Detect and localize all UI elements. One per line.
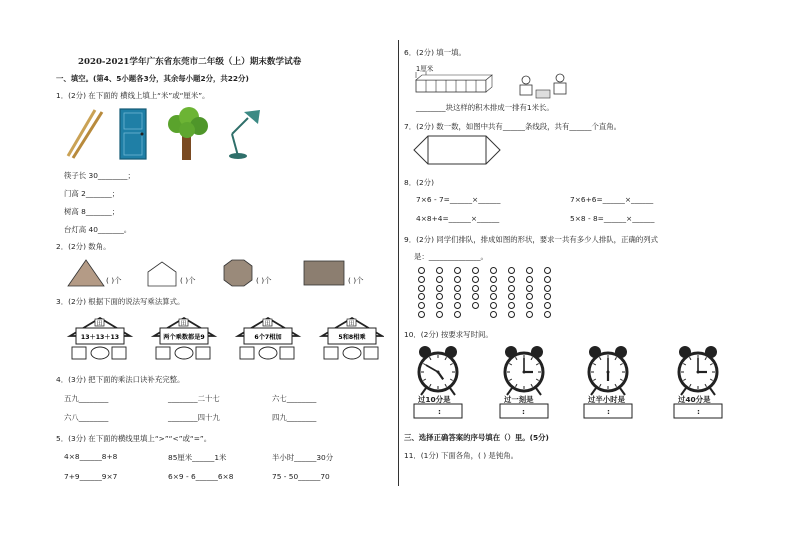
unit-blocks-icon — [416, 72, 492, 92]
house-roof-char: 田 — [348, 321, 355, 327]
q5-stem: 5．(3分) 在下面的横线里填上“>”“<”或“=”。 — [56, 434, 212, 443]
q2-stem: 2．(2分) 数角。 — [56, 242, 111, 251]
dot — [508, 311, 515, 318]
house-label: 6个7相加 — [254, 334, 282, 341]
dot — [526, 267, 533, 274]
dot — [472, 285, 479, 292]
q11-stem: 11．(1分) 下面各角，( ) 是钝角。 — [404, 451, 518, 460]
q4-item: 六七________ — [272, 394, 317, 403]
dot — [544, 285, 551, 292]
pentagon-shape — [148, 262, 176, 286]
section-three-header: 三、选择正确答案的序号填在（）里。(5分) — [404, 433, 549, 442]
dot — [418, 311, 425, 318]
dot — [526, 285, 533, 292]
dot — [472, 276, 479, 283]
dot — [418, 276, 425, 283]
q1-item: 台灯高 40_______。 — [64, 225, 132, 234]
q10-clocks — [404, 342, 734, 422]
dot — [544, 293, 551, 300]
chopsticks-icon — [68, 110, 102, 158]
dot — [490, 285, 497, 292]
q1-item: 门高 2_______； — [64, 189, 120, 198]
q2-blank: ( )个 — [348, 276, 364, 285]
dot — [436, 285, 443, 292]
door-icon — [120, 109, 146, 159]
q4-item: 五九________ — [64, 394, 109, 403]
q7-stem: 7．(2分) 数一数，如图中共有______条线段，共有______个直角。 — [404, 122, 622, 131]
q5-item: 半小时______30分 — [272, 453, 334, 462]
q9-stem: 9．(2分) 同学们排队，排成如图的形状，要求一共有多少人排队，正确的列式 — [404, 235, 659, 244]
house-roof-char: 田 — [180, 321, 187, 327]
q8-item: 7×6 - 7=______×______ — [416, 195, 501, 204]
house-label: 两个乘数都是9 — [163, 334, 205, 341]
dot — [544, 302, 551, 309]
q3-stem: 3．(2分) 根据下面的说法写乘法算式。 — [56, 297, 185, 306]
dot — [544, 267, 551, 274]
dot — [436, 311, 443, 318]
q4-stem: 4．(3分) 把下面的乘法口诀补充完整。 — [56, 375, 185, 384]
house-roof-char: 田 — [96, 321, 103, 327]
dot — [508, 302, 515, 309]
answer-box — [280, 347, 294, 359]
dot — [490, 293, 497, 300]
desk-lamp-icon — [229, 110, 260, 159]
children-playing-icon — [520, 74, 566, 98]
operator-circle — [175, 347, 193, 359]
dot — [526, 302, 533, 309]
q5-item: 85厘米______1米 — [168, 453, 227, 462]
clock-answer-colon: : — [607, 407, 610, 416]
tree-icon — [168, 107, 208, 160]
dot — [544, 276, 551, 283]
q3-houses — [64, 314, 384, 366]
dot — [418, 267, 425, 274]
clock-label: 过一刻是 — [504, 395, 534, 404]
q9-answer: 是：______________。 — [414, 252, 488, 261]
q4-item: 四九________ — [272, 413, 317, 422]
operator-circle — [259, 347, 277, 359]
q1-stem: 1．(2分) 在下面的 横线上填上“米”或“厘米”。 — [56, 91, 210, 100]
house-label: 13＋13＋13 — [80, 334, 120, 341]
house-icon — [154, 318, 214, 359]
q1-pictures — [60, 104, 270, 162]
answer-box — [196, 347, 210, 359]
dot — [436, 293, 443, 300]
q5-item: 75 - 50______70 — [272, 472, 330, 481]
dot — [436, 302, 443, 309]
q2-blank: ( )个 — [256, 276, 272, 285]
dot — [490, 311, 497, 318]
q4-item: ________四十九 — [168, 413, 220, 422]
answer-box — [324, 347, 338, 359]
operator-circle — [91, 347, 109, 359]
dot — [472, 293, 479, 300]
q8-stem: 8．(2分) — [404, 178, 434, 187]
dot — [526, 311, 533, 318]
q8-item: 5×8 - 8=______×______ — [570, 214, 655, 223]
q2-blank: ( )个 — [106, 276, 122, 285]
answer-box — [112, 347, 126, 359]
dot — [508, 276, 515, 283]
clock-answer-colon: : — [522, 407, 525, 416]
dot — [526, 276, 533, 283]
q5-item: 4×8______8+8 — [64, 452, 118, 461]
q1-item: 筷子长 30________； — [64, 171, 135, 180]
dot — [508, 267, 515, 274]
q6-answer: ________块这样的积木排成一排有1米长。 — [416, 103, 554, 112]
column-divider — [398, 40, 399, 486]
q1-item: 树高 8_______； — [64, 207, 120, 216]
page-title: 2020-2021学年广东省东莞市二年级（上）期末数学试卷 — [78, 57, 302, 67]
clock-label: 过40分是 — [678, 395, 711, 404]
q6-stem: 6．(2分) 填一填。 — [404, 48, 466, 57]
q10-stem: 10．(2分) 按要求写时间。 — [404, 330, 493, 339]
dot — [454, 285, 461, 292]
dot — [490, 302, 497, 309]
clock-answer-colon: : — [697, 407, 700, 416]
dot — [526, 293, 533, 300]
dot — [544, 311, 551, 318]
answer-box — [72, 347, 86, 359]
house-icon — [322, 318, 382, 359]
q4-item: 六八________ — [64, 413, 109, 422]
dot — [472, 302, 479, 309]
q5-item: 7+9______9×7 — [64, 472, 118, 481]
dot — [436, 267, 443, 274]
q2-blank: ( )个 — [180, 276, 196, 285]
answer-box — [156, 347, 170, 359]
q7-shape — [412, 134, 502, 168]
unit-label: 1厘米 — [416, 65, 434, 73]
dot — [454, 293, 461, 300]
dot — [454, 267, 461, 274]
dot — [490, 267, 497, 274]
operator-circle — [343, 347, 361, 359]
q6-pictures — [414, 70, 584, 102]
q5-item: 6×9 - 6______6×8 — [168, 472, 234, 481]
answer-box — [364, 347, 378, 359]
q8-item: 4×8+4=______×______ — [416, 214, 500, 223]
house-roof-char: 田 — [264, 321, 271, 327]
q8-item: 7×6+6=______×______ — [570, 195, 654, 204]
clock-label: 过半小时是 — [588, 395, 625, 404]
q4-item: ________二十七 — [168, 394, 220, 403]
house-icon — [238, 318, 298, 359]
rectangle-shape — [304, 261, 344, 285]
clock-label: 过10分是 — [418, 395, 451, 404]
answer-box — [240, 347, 254, 359]
house-icon — [70, 318, 130, 359]
dot — [436, 276, 443, 283]
dot — [508, 293, 515, 300]
dot — [454, 311, 461, 318]
dot — [454, 302, 461, 309]
dot — [490, 276, 497, 283]
dot — [508, 285, 515, 292]
dot — [418, 293, 425, 300]
dot — [472, 267, 479, 274]
hexagon-shape — [224, 260, 252, 286]
section-one-header: 一、填空。(第4、5小题各3分，其余每小题2分，共22分) — [56, 74, 249, 83]
dot — [418, 302, 425, 309]
dot — [418, 285, 425, 292]
dot — [454, 276, 461, 283]
house-label: 5和8相乘 — [338, 334, 366, 341]
triangle-shape — [68, 260, 104, 286]
clock-answer-colon: : — [438, 407, 441, 416]
